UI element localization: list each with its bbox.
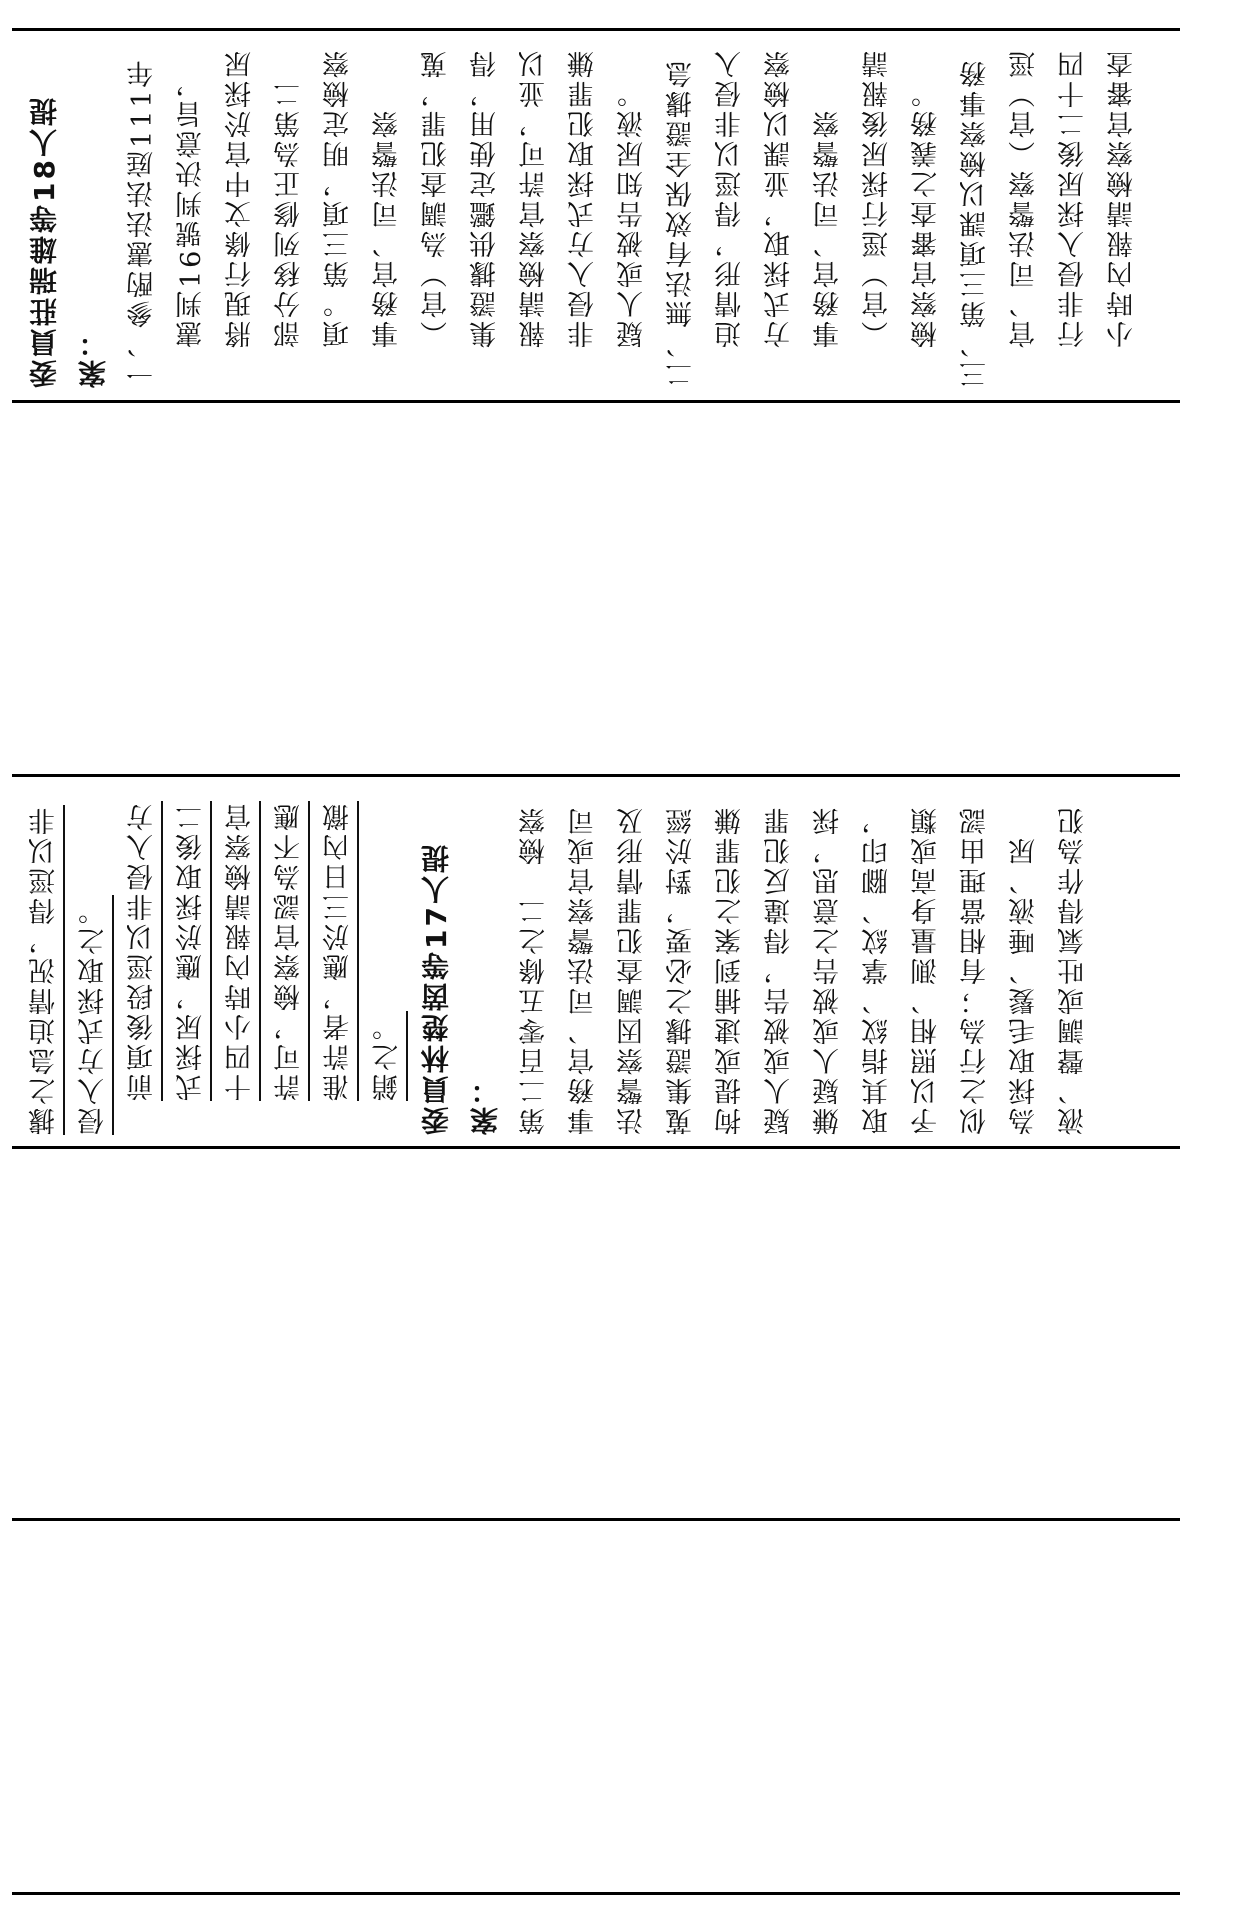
bottom-rule bbox=[12, 1892, 1180, 1895]
proposal-heading-lin: 委員林楚茵等17人提案： bbox=[420, 842, 502, 1135]
paragraph-item-3: 三、第三項課以檢察事務官、司法警察（官）逕行非侵入採尿後二十四小時內報請檢察官審查 bbox=[960, 48, 1138, 388]
continued-text-2: 前項後段逕以非侵入方式採尿，應於採取後二十四小時內報請檢察官許可，檢察官認為不應准許者，應於三日內撤銷之。 bbox=[127, 801, 403, 1101]
divider-rule-1 bbox=[12, 400, 1180, 403]
divider-rule-4 bbox=[12, 1518, 1180, 1521]
text-band-1 bbox=[0, 32, 1253, 398]
proposal-heading-chuang: 委員莊瑞雄等18人提案： bbox=[28, 95, 110, 388]
vertical-text-block-2 bbox=[20, 785, 1170, 1135]
paragraph-item-1: 一、參酌憲法法庭111年憲判16號判決意旨，將現行條文中官於採尿部分移列修正為第二項。第三項，明定檢察事務官、司法警察（官）為調查犯罪，蒐集證據供鑑定使用，得報請檢察官許可，並以非侵入方式採取犯罪嫌疑人或被告知尿液。 bbox=[127, 48, 648, 388]
divider-rule-3 bbox=[12, 1146, 1180, 1149]
top-rule bbox=[12, 28, 1180, 31]
text-band-2 bbox=[0, 777, 1253, 1144]
article-205-2-text: 第二百零五條之二 檢察事務官、司法警察官或司法警察因調查犯罪情形及蒐集證據之必要，對於經拘提或逮捕到案之犯罪嫌疑人或被告，得違反犯罪嫌疑人或被告之意思，採取其指紋、掌紋、腳印，予以照相、測量身高或類似之行為；有相當理由認為採取毛髮、唾液、尿液、聲調或吐氣得作為犯 bbox=[519, 805, 1089, 1135]
continued-text-1: 據之急迫情況，得逕以非侵入方式採取之。 bbox=[29, 805, 109, 1135]
vertical-text-block-1 bbox=[20, 48, 1170, 388]
paragraph-item-2: 二、無法有效保全證據急迫情形，得逕以非侵入方式採取，並課以檢察事務官、司法警察（官）逕行採尿後報請檢察官審查之義務。 bbox=[666, 48, 942, 388]
